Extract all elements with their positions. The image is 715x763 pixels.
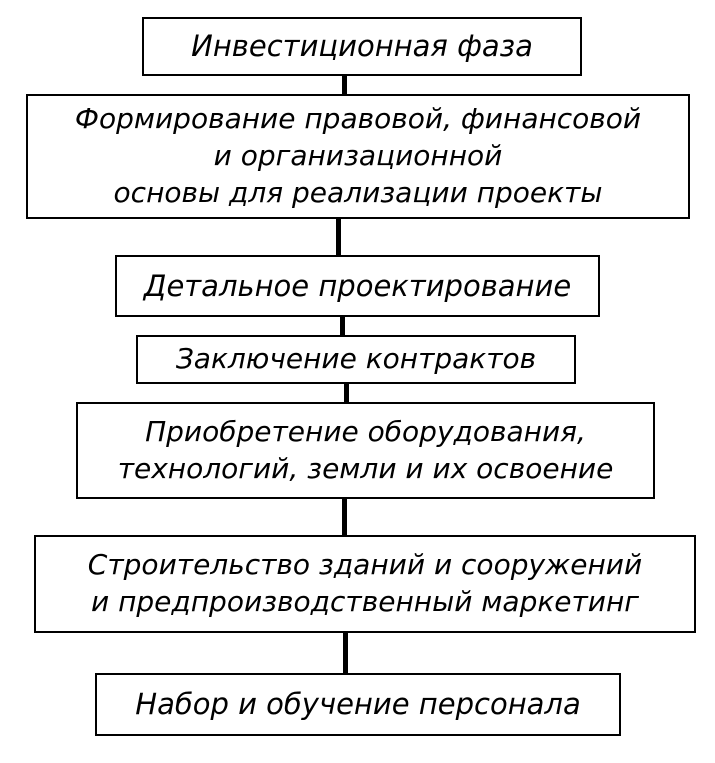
phase-title-box: [142, 17, 582, 76]
phase-title: Инвестиционная фаза: [191, 29, 533, 64]
step-5-line-2: и предпроизводственный маркетинг: [90, 585, 640, 618]
connector-3: [340, 315, 345, 337]
step-4-line-1: Приобретение оборудования,: [145, 414, 586, 448]
step-construction-box: [34, 535, 696, 633]
step-detailed-design-box: [115, 255, 600, 317]
connector-6: [343, 631, 348, 675]
connector-4: [344, 382, 349, 404]
connector-5: [342, 497, 347, 537]
step-3-line-1: Заключение контрактов: [175, 342, 537, 376]
step-contracts-box: [136, 335, 576, 384]
step-legal-financial-box: [26, 94, 690, 219]
step-1-line-3: основы для реализации проекты: [113, 175, 603, 209]
connector-2: [336, 217, 341, 257]
step-5-line-1: Строительство зданий и сооружений: [87, 548, 643, 582]
step-personnel-box: [95, 673, 621, 736]
step-2-line-1: Детальное проектирование: [143, 268, 572, 303]
connector-1: [342, 74, 347, 96]
step-1-line-2: и организационной: [213, 139, 503, 173]
step-4-line-2: технологий, земли и их освоение: [117, 451, 614, 485]
step-equipment-box: [76, 402, 655, 499]
step-6-line-1: Набор и обучение персонала: [135, 687, 581, 722]
step-1-line-1: Формирование правовой, финансовой: [74, 102, 642, 136]
